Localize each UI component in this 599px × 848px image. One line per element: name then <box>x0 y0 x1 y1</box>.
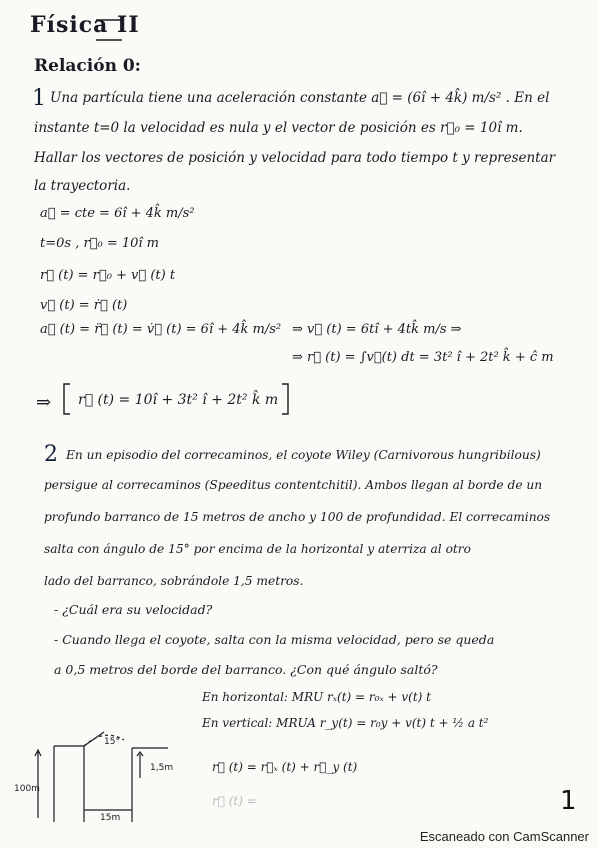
problem-2-line: En un episodio del correcaminos, el coyote Wiley (Carnivorous hungribilous) <box>66 448 541 462</box>
diagram-width-label: 15m <box>100 813 121 823</box>
jump-trajectory <box>84 735 124 746</box>
right-cliff <box>132 748 168 822</box>
problem-2-question: - Cuando llega el coyote, salta con la misma velocidad, pero se queda <box>54 632 495 647</box>
diagram-angle-label: 15° <box>104 737 120 747</box>
page-subtitle: Relación 0: <box>34 56 141 76</box>
problem-2-line: lado del barranco, sobrándole 1,5 metros. <box>44 574 304 588</box>
problem-1-equation: v⃗ (t) = ṙ⃗ (t) <box>40 298 128 313</box>
problem-2-faint-equation: r⃗ (t) = <box>212 794 257 808</box>
problem-1-equation: a⃗ (t) = r̈⃗ (t) = v̇⃗ (t) = 6î + 4k̂ m/s² <box>40 322 282 337</box>
title-stroke <box>96 20 122 40</box>
problem-1-equation: t=0s , r⃗₀ = 10î m <box>40 236 159 251</box>
diagram-depth-label: 100m <box>14 784 40 794</box>
problem-2-equation: r⃗ (t) = r⃗ₓ (t) + r⃗_y (t) <box>212 760 358 774</box>
scanner-watermark: Escaneado con CamScanner <box>419 829 589 844</box>
problem-2-equation: En horizontal: MRU rₓ(t) = r₀ₓ + v(t) t <box>202 690 431 704</box>
problem-2-line: persigue al correcaminos (Speeditus contentchitil). Ambos llegan al borde de un <box>44 478 543 492</box>
left-cliff <box>54 746 84 822</box>
result-box-right <box>282 384 288 414</box>
problem-2-question: - ¿Cuál era su velocidad? <box>54 602 213 617</box>
problem-1-equation: r⃗ (t) = r⃗₀ + v⃗ (t) t <box>40 268 176 283</box>
problem-1-line: Una partícula tiene una aceleración constante a⃗ = (6î + 4k̂) m/s² . En el <box>50 90 550 106</box>
problem-1-number: 1 <box>32 86 46 111</box>
problem-1-equation: ⇒ r⃗ (t) = ∫v⃗(t) dt = 3t² î + 2t² k̂ + ĉ m <box>292 350 554 365</box>
angle-ray <box>84 732 104 746</box>
result-box-left <box>64 384 70 414</box>
page-number: 1 <box>560 786 577 816</box>
problem-1-result: r⃗ (t) = 10î + 3t² î + 2t² k̂ m <box>78 392 279 408</box>
problem-1-equation: a⃗ = cte = 6î + 4k̂ m/s² <box>40 206 195 221</box>
problem-2-question: a 0,5 metros del borde del barranco. ¿Con qué ángulo saltó? <box>54 662 438 677</box>
problem-2-number: 2 <box>44 442 58 467</box>
problem-1-equation: ⇒ v⃗ (t) = 6tî + 4tk̂ m/s ⇒ <box>292 322 462 337</box>
page-title: Física II <box>30 12 140 38</box>
problem-1-line: instante t=0 la velocidad es nula y el vector de posición es r⃗₀ = 10î m. <box>34 120 523 136</box>
problem-2-line: salta con ángulo de 15° por encima de la horizontal y aterriza al otro <box>44 542 471 556</box>
problem-2-line: profundo barranco de 15 metros de ancho y 100 de profundidad. El correcaminos <box>44 510 551 524</box>
implies-arrow: ⇒ <box>36 392 52 413</box>
canyon-diagram <box>35 732 168 822</box>
problem-1-line: Hallar los vectores de posición y velocidad para todo tiempo t y representar <box>34 150 556 166</box>
depth-arrow <box>35 750 41 818</box>
overshoot-marker <box>137 752 143 778</box>
diagram-overshoot-label: 1,5m <box>150 763 174 773</box>
problem-1-line: la trayectoria. <box>34 178 131 194</box>
problem-2-equation: En vertical: MRUA r_y(t) = r₀y + v(t) t + ½ a t² <box>202 716 489 730</box>
